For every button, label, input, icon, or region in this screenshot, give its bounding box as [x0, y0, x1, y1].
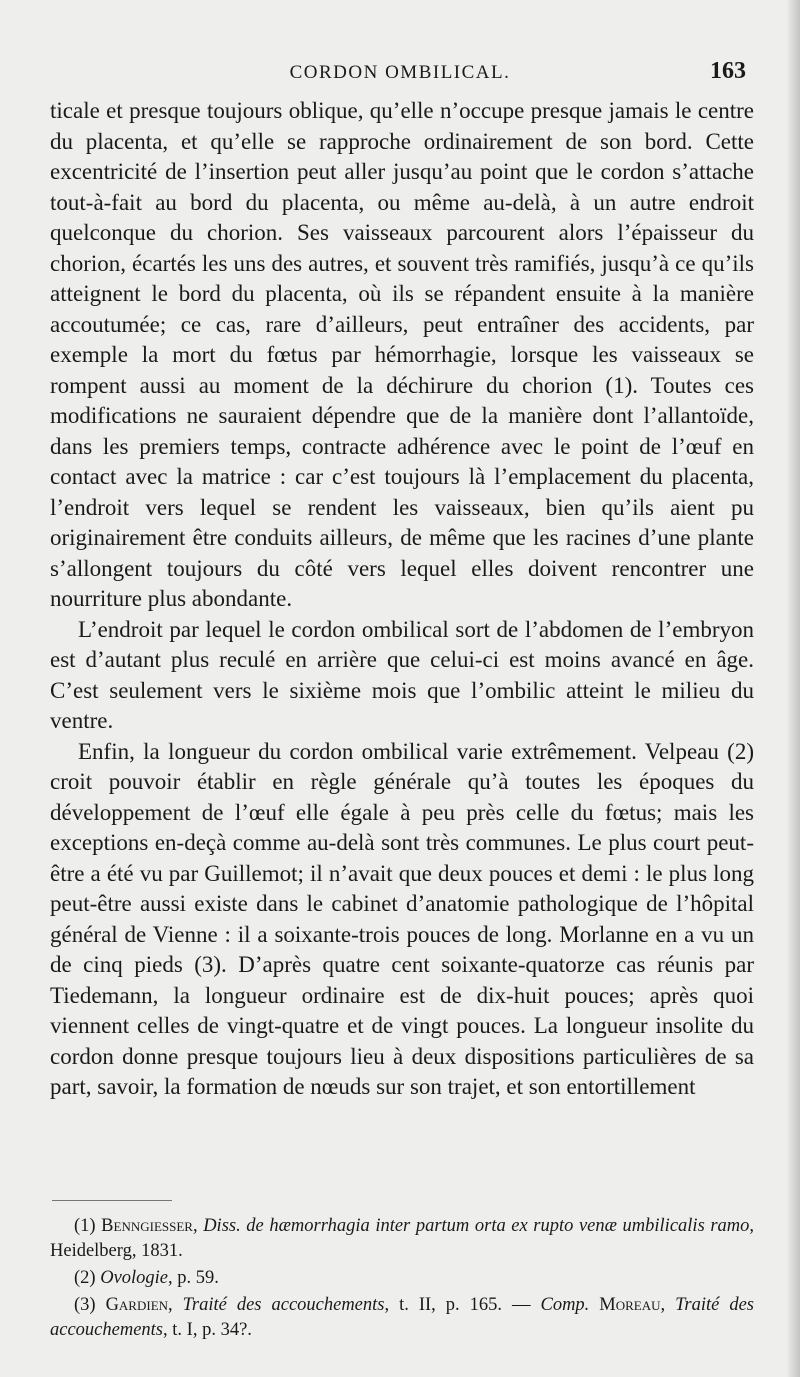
running-head: CORDON OMBILICAL.: [289, 62, 511, 83]
footnote-title: Diss. de hæmorrhagia inter partum orta ex rupto venæ umbilicalis ramo: [203, 1216, 750, 1236]
footnote-author: Benngiesser: [101, 1216, 193, 1236]
footnote-title-2: Traité des accouchements: [50, 1295, 754, 1340]
footnote-rest: , p. 59.: [168, 1268, 219, 1288]
paragraph-1: ticale et presque toujours oblique, qu’elle n’occupe presque jamais le centre du placenta, et qu’elle se rapproche ordinairement de son bord. Cette excentricité de l’insertion peut aller jusqu’au point que le cordon s’attache tout-à-fait au bord du placenta, ou même au-delà, à un autre endroit quelconque du chorion. Ses vaisseaux parcourent alors l’épaisseur du chorion, écartés les uns des autres, et souvent très ramifiés, jusqu’à ce qu’ils atteignent le bord du placenta, où ils se répandent ensuite à la manière accoutumée; ce cas, rare d’ailleurs, peut entraîner des accidents, par exemple la mort du fœtus par hémorrhagie, lorsque les vaisseaux se rompent aussi au moment de la déchirure du chorion (1). Toutes ces modifications ne sauraient dépendre que de la manière dont l’allantoïde, dans les premiers temps, contracte adhérence avec le point de l’œuf en contact avec la matrice : car c’est toujours là l’emplacement du placenta, l’endroit vers lequel se rendent les vaisseaux, bien qu’ils aient pu originairement être conduits ailleurs, de même que les racines d’une plante s’allongent toujours du côté vers lequel elles doivent rencontrer une nourriture plus abondante.: [50, 98, 754, 611]
page-edge-shadow: [786, 0, 800, 1377]
footnotes: [50, 1214, 754, 1345]
paragraph-2: L’endroit par lequel le cordon ombilical sort de l’abdomen de l’embryon est d’autant plus reculé en arrière que celui-ci est moins avancé en âge. C’est seulement vers le sixième mois que l’ombilic atteint le milieu du ventre.: [50, 616, 754, 733]
footnote-title: Ovologie: [100, 1268, 169, 1288]
footnote-rule: [52, 1200, 172, 1201]
footnote-comp: Comp.: [540, 1295, 590, 1315]
footnote-mark: (2): [74, 1268, 96, 1288]
body-text: [50, 96, 754, 1103]
footnote-rest: , Heidelberg, 1831.: [50, 1216, 755, 1261]
footnote-author-2: Moreau: [599, 1295, 661, 1315]
footnote-rest-2: , t. I, p. 34?.: [163, 1320, 252, 1340]
paragraph-3: Enfin, la longueur du cordon ombilical varie extrêmement. Velpeau (2) croit pouvoir établir en règle générale qu’à toutes les époques du développement de l’œuf elle égale à peu près celle du fœtus; mais les exceptions en-deçà comme au-delà sont très communes. Le plus court peut-être a été vu par Guillemot; il n’avait que deux pouces et demi : le plus long peut-être aussi existe dans le cabinet d’anatomie pathologique de l’hôpital général de Vienne : il a soixante-trois pouces de long. Morlanne en a vu un de cinq pieds (3). D’après quatre cent soixante-quatorze cas réunis par Tiedemann, la longueur ordinaire est de dix-huit pouces; après quoi viennent celles de vingt-quatre et de vingt pouces. La longueur insolite du cordon donne presque toujours lieu à deux dispositions particulières de sa part, savoir, la formation de nœuds sur son trajet, et son entortillement: [50, 738, 754, 1099]
footnote-3: (3) Gardien, Traité des accouchements, t. II, p. 165. — Comp. Moreau, Traité des accouchements, t. I, p. 34?.: [50, 1295, 754, 1340]
footnote-author: Gardien: [105, 1295, 169, 1315]
footnote-2: [50, 1266, 754, 1291]
page-number: 163: [710, 58, 746, 84]
footnote-mark: (1): [74, 1216, 96, 1236]
footnote-title: Traité des accouchements: [182, 1295, 385, 1315]
footnote-1: (1) Benngiesser, Diss. de hæmorrhagia inter partum orta ex rupto venæ umbilicalis ramo, Heidelberg, 1831.: [50, 1216, 755, 1261]
footnote-rest: , t. II, p. 165. —: [384, 1295, 531, 1315]
page-header: [50, 56, 750, 92]
footnote-mark: (3): [74, 1295, 96, 1315]
